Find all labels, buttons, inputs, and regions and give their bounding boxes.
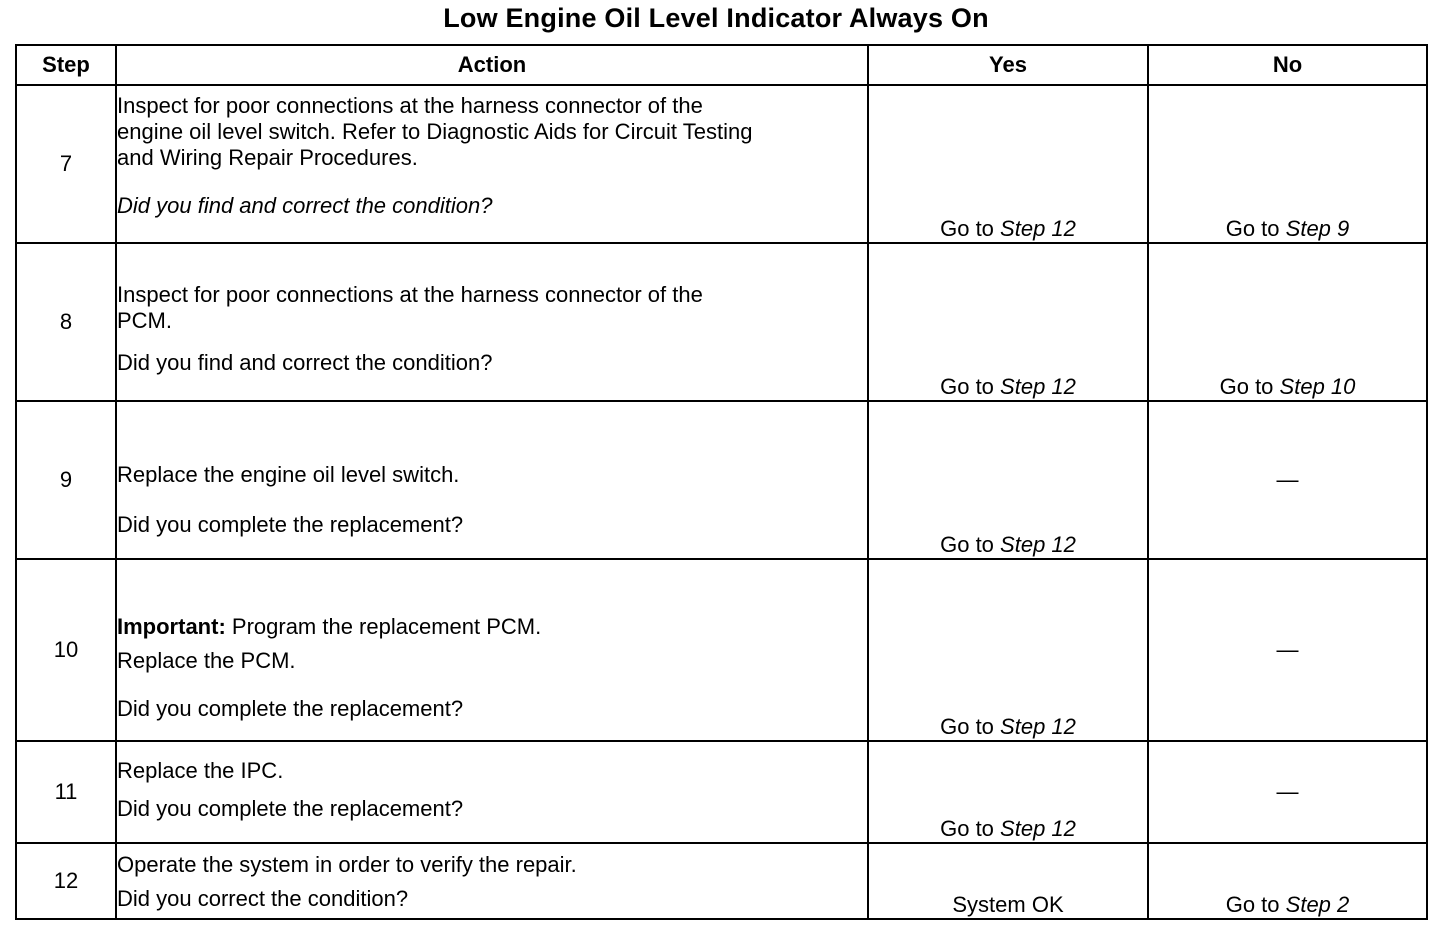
yes-cell bbox=[868, 559, 1148, 741]
step-number: 10 bbox=[16, 559, 116, 741]
table-row bbox=[16, 843, 1427, 919]
no-dash: — bbox=[1276, 779, 1299, 804]
yes-outcome: System OK bbox=[952, 892, 1064, 917]
action-cell bbox=[116, 243, 868, 401]
table-row bbox=[16, 401, 1427, 559]
action-cell bbox=[116, 843, 868, 919]
no-step-link[interactable]: Step 10 bbox=[1279, 374, 1356, 399]
yes-prefix: Go to bbox=[940, 532, 994, 557]
step-number: 9 bbox=[16, 401, 116, 559]
question-text: Did you find and correct the condition? bbox=[117, 193, 493, 218]
no-dash: — bbox=[1276, 467, 1299, 492]
yes-cell bbox=[868, 243, 1148, 401]
action-cell bbox=[116, 559, 868, 741]
yes-step-link[interactable]: Step 12 bbox=[1000, 532, 1076, 557]
action-line: Inspect for poor connections at the harness connector of the bbox=[117, 93, 703, 118]
action-cell bbox=[116, 741, 868, 843]
table-row bbox=[16, 741, 1427, 843]
yes-prefix: Go to bbox=[940, 216, 994, 241]
action-line: PCM. bbox=[117, 308, 172, 333]
yes-step-link[interactable]: Step 12 bbox=[1000, 816, 1076, 841]
no-cell bbox=[1148, 85, 1427, 243]
header-yes: Yes bbox=[868, 45, 1148, 85]
step-number: 11 bbox=[16, 741, 116, 843]
yes-cell bbox=[868, 741, 1148, 843]
no-cell bbox=[1148, 243, 1427, 401]
no-dash: — bbox=[1276, 637, 1299, 662]
no-cell bbox=[1148, 401, 1427, 559]
yes-step-link[interactable]: Step 12 bbox=[1000, 216, 1076, 241]
important-note bbox=[117, 614, 867, 640]
question-text: Did you find and correct the condition? bbox=[117, 350, 493, 375]
yes-cell bbox=[868, 843, 1148, 919]
no-step-link[interactable]: Step 2 bbox=[1285, 892, 1350, 917]
table-row bbox=[16, 559, 1427, 741]
action-line: Operate the system in order to verify the repair. bbox=[117, 852, 577, 877]
table-row bbox=[16, 85, 1427, 243]
action-line: Replace the engine oil level switch. bbox=[117, 462, 460, 487]
header-step: Step bbox=[16, 45, 116, 85]
action-line: Replace the IPC. bbox=[117, 758, 284, 783]
action-line: Inspect for poor connections at the harness connector of the bbox=[117, 282, 703, 307]
question-text: Did you complete the replacement? bbox=[117, 796, 464, 821]
important-text: Program the replacement PCM. bbox=[231, 614, 542, 639]
question-text: Did you complete the replacement? bbox=[117, 512, 464, 537]
no-cell bbox=[1148, 741, 1427, 843]
no-prefix: Go to bbox=[1225, 216, 1280, 241]
step-number: 12 bbox=[16, 843, 116, 919]
no-cell bbox=[1148, 843, 1427, 919]
yes-step-link[interactable]: Step 12 bbox=[1000, 714, 1076, 739]
action-line: Replace the PCM. bbox=[117, 648, 296, 673]
diagnostic-table bbox=[15, 44, 1428, 920]
yes-cell bbox=[868, 401, 1148, 559]
yes-step-link[interactable]: Step 12 bbox=[1000, 374, 1076, 399]
table-header-row bbox=[16, 45, 1427, 85]
no-step-link[interactable]: Step 9 bbox=[1285, 216, 1350, 241]
question-text: Did you correct the condition? bbox=[117, 886, 409, 911]
action-cell bbox=[116, 85, 868, 243]
action-line: and Wiring Repair Procedures. bbox=[117, 145, 418, 170]
step-number: 7 bbox=[16, 85, 116, 243]
action-cell bbox=[116, 401, 868, 559]
step-number: 8 bbox=[16, 243, 116, 401]
yes-cell bbox=[868, 85, 1148, 243]
no-prefix: Go to bbox=[1219, 374, 1274, 399]
important-label: Important: bbox=[117, 614, 226, 639]
question-text: Did you complete the replacement? bbox=[117, 696, 464, 721]
yes-prefix: Go to bbox=[940, 816, 994, 841]
no-cell bbox=[1148, 559, 1427, 741]
header-action: Action bbox=[116, 45, 868, 85]
yes-prefix: Go to bbox=[940, 374, 994, 399]
table-row bbox=[16, 243, 1427, 401]
action-line: engine oil level switch. Refer to Diagnostic Aids for Circuit Testing bbox=[117, 119, 753, 144]
page-title: Low Engine Oil Level Indicator Always On bbox=[443, 3, 989, 33]
no-prefix: Go to bbox=[1225, 892, 1280, 917]
yes-prefix: Go to bbox=[940, 714, 994, 739]
header-no: No bbox=[1148, 45, 1427, 85]
